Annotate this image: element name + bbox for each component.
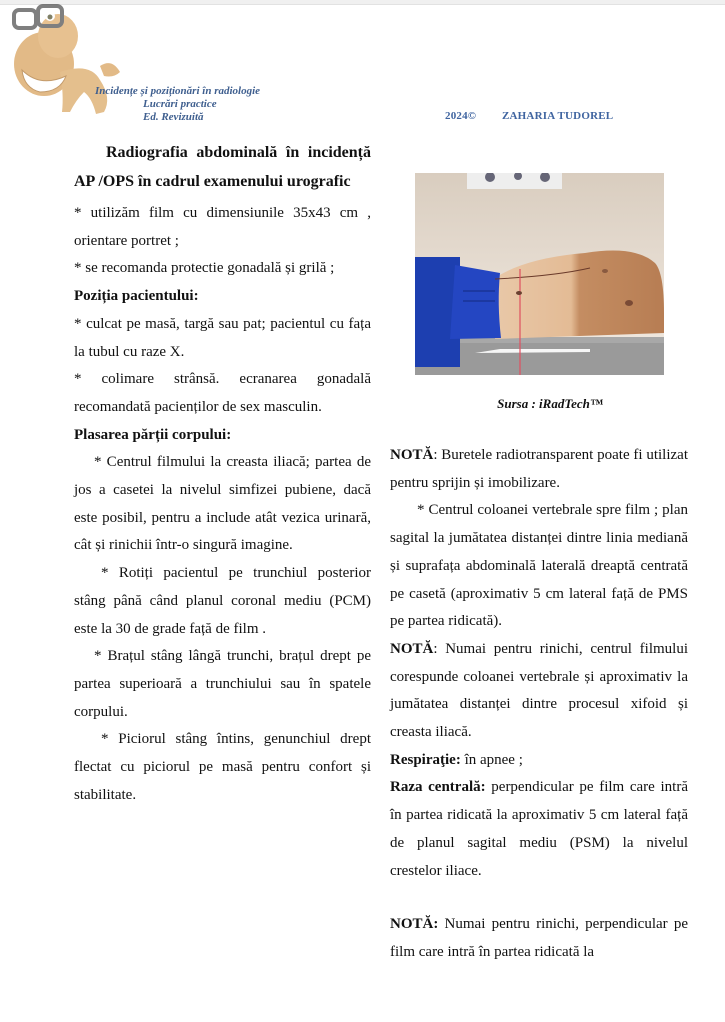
note-buretele — [390, 442, 688, 497]
part-placement-heading: Plasarea părții corpului: — [74, 426, 232, 443]
intro-item: * se recomanda protectie gonadală și grilă ; — [74, 260, 335, 277]
breathing-text: în apnee ; — [460, 751, 523, 768]
breathing-instruction — [390, 747, 688, 775]
spine-centering-item: * Centrul coloanei vertebrale spre film ; plan sagital la jumătatea distanței dintre linia mediană și suprafața abdominală laterală dreaptă centrată pe casetă (aproximativ 5 cm lateral față de PMS pe partea ridicată). — [390, 502, 688, 630]
part-placement-item: * Piciorul stâng întins, genunchiul drept flectat cu piciorul pe masă pentru confort și stabilitate. — [74, 731, 371, 803]
part-placement-item: * Brațul stâng lângă trunchi, brațul drept pe partea superioară a trunchiului sau în spatele corpului. — [74, 648, 371, 720]
spacer — [390, 885, 688, 911]
patient-position-item: * culcat pe masă, targă sau pat; pacientul cu fața la tubul cu raze X. — [74, 315, 371, 360]
edition-label: Ed. Revizuită — [143, 111, 204, 123]
patient-positioning-photo — [415, 173, 664, 375]
patient-position-item: * colimare strânsă. ecranarea gonadală recomandată pacienților de sex masculin. — [74, 371, 371, 415]
central-ray-label: Raza centrală: — [390, 779, 486, 796]
copyright-year: 2024© — [445, 110, 477, 122]
patient-position-heading: Poziția pacientului: — [74, 288, 199, 305]
note-kidneys-centering — [390, 636, 688, 747]
section-title: Radiografia abdominală în incidență AP /OPS în cadrul examenului urografic — [74, 144, 371, 190]
note-label: NOTĂ — [390, 447, 434, 463]
note-label: NOTĂ — [390, 640, 434, 657]
note-kidneys-central-ray — [390, 911, 688, 966]
part-placement-item: * Rotiți pacientul pe trunchiul posterior stâng până când planul coronal mediu (PCM) este la 30 de grade față de film . — [74, 565, 371, 637]
course-title: Incidențe și poziționări în radiologie — [95, 85, 261, 97]
right-column — [390, 442, 688, 967]
central-ray-instruction — [390, 774, 688, 885]
left-column — [74, 138, 371, 809]
author-name: ZAHARIA TUDOREL — [502, 110, 614, 122]
note-text: : Buretele radiotransparent poate fi utilizat pentru sprijin și imobilizare. — [390, 447, 688, 491]
course-subtitle: Lucrări practice — [143, 98, 217, 110]
note-text: Numai pentru rinichi, perpendicular pe film care intră în partea ridicată la — [390, 916, 688, 960]
breathing-label: Respiraţie: — [390, 751, 461, 768]
note-text: : Numai pentru rinichi, centrul filmului corespunde coloanei vertebrale și aproximativ la jumătatea distanței dintre procesul xifoid și creasta iliacă. — [390, 640, 688, 741]
central-ray-text: perpendicular pe film care intră în partea ridicată la aproximativ 5 cm lateral față de planul sagital mediu (PSM) la nivelul crestelor iliace. — [390, 779, 688, 879]
figure-caption: Sursa : iRadTech™ — [497, 396, 603, 411]
intro-item: * utilizăm film cu dimensiunile 35x43 cm , orientare portret ; — [74, 205, 371, 249]
note-label: NOTĂ: — [390, 916, 439, 933]
part-placement-item: * Centrul filmului la creasta iliacă; partea de jos a casetei la nivelul simfizei pubiene, dacă este posibil, pentru a include atât vezica urinară, cât și rinichii într-o singură imagine. — [74, 454, 371, 554]
camel-mascot-icon — [0, 2, 130, 124]
